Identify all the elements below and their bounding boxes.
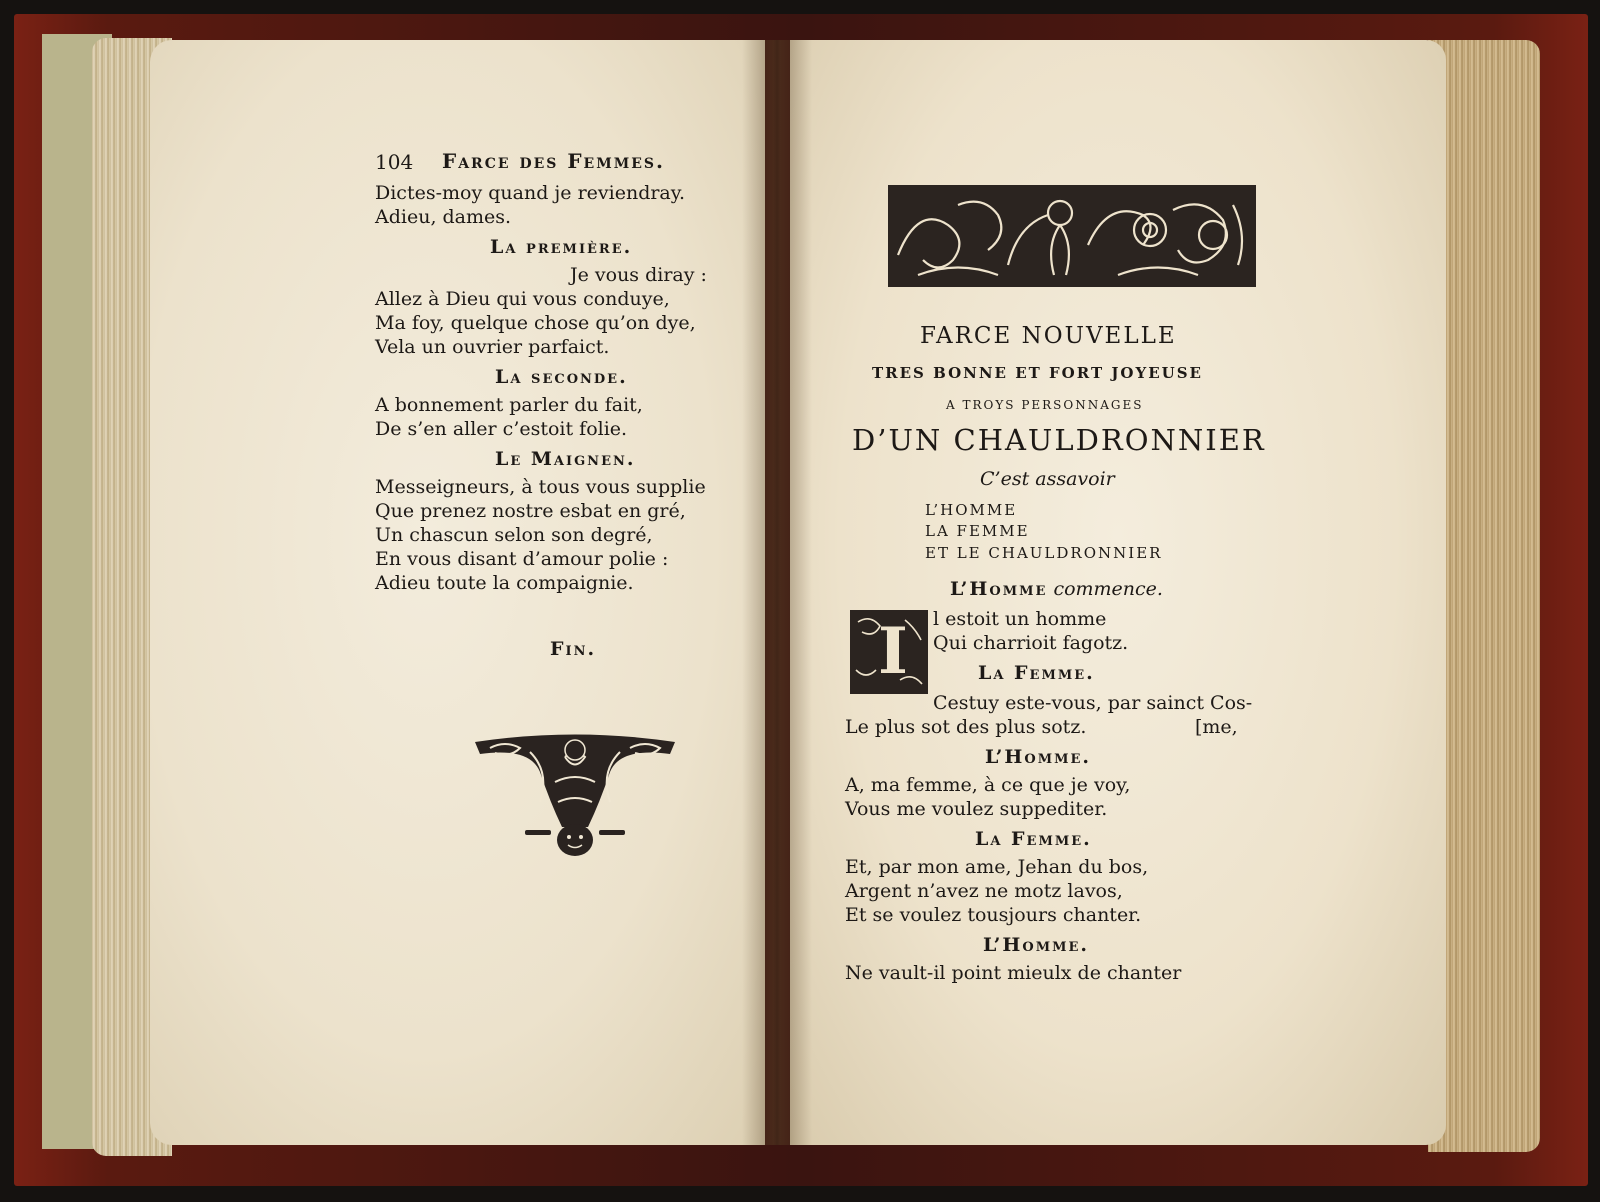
verse-line: Qui charrioit fagotz.	[933, 632, 1129, 654]
stage-direction-text: commence.	[1053, 578, 1163, 600]
tailpiece-ornament-icon	[470, 732, 680, 867]
verse-line: Le plus sot des plus sotz.	[845, 716, 1087, 738]
verse-line: Vous me voulez suppediter.	[845, 798, 1108, 820]
speaker-name: L’Homme.	[985, 746, 1091, 768]
character-list-item: L’HOMME	[925, 501, 1018, 519]
right-page	[790, 40, 1446, 1145]
speaker-name: La Femme.	[975, 828, 1092, 850]
verse-line: A, ma femme, à ce que je voy,	[845, 774, 1131, 796]
speaker-name: La seconde.	[495, 366, 628, 388]
verse-line: Allez à Dieu qui vous conduye,	[375, 288, 670, 310]
drop-cap-box	[850, 610, 928, 694]
verse-line: l estoit un homme	[933, 608, 1107, 630]
verse-line: Que prenez nostre esbat en gré,	[375, 500, 686, 522]
verse-line: Et se voulez tousjours chanter.	[845, 904, 1142, 926]
title-subtitle: TRES BONNE ET FORT JOYEUSE	[872, 364, 1203, 382]
verse-line: Je vous diray :	[570, 264, 707, 286]
verse-line: Ma foy, quelque chose qu’on dye,	[375, 312, 696, 334]
verse-line: [me,	[1195, 716, 1238, 738]
title-farce-nouvelle: FARCE NOUVELLE	[920, 323, 1177, 349]
running-title: Farce des Femmes.	[442, 149, 665, 173]
speaker-name: L’Homme.	[983, 934, 1089, 956]
headpiece-ornament-icon	[888, 185, 1256, 287]
fin-label: Fin.	[550, 638, 597, 660]
verse-line: Adieu toute la compaignie.	[375, 572, 634, 594]
cest-assavoir: C’est assavoir	[980, 468, 1115, 490]
stage-speaker: L’Homme	[950, 578, 1048, 600]
stage-direction	[950, 578, 1163, 600]
verse-line: Messeigneurs, à tous vous supplie	[375, 476, 706, 498]
verse-line: A bonnement parler du fait,	[375, 394, 643, 416]
speaker-name: La Femme.	[978, 662, 1095, 684]
page-number: 104	[375, 150, 414, 174]
title-chauldronnier: D’UN CHAULDRONNIER	[852, 423, 1266, 457]
speaker-name: Le Maignen.	[495, 448, 636, 470]
book-gutter	[742, 40, 812, 1145]
verse-line: Argent n’avez ne motz lavos,	[845, 880, 1123, 902]
character-list-item: LA FEMME	[925, 522, 1030, 540]
verse-line: Ne vault-il point mieulx de chanter	[845, 962, 1182, 984]
verse-line: Un chascun selon son degré,	[375, 524, 653, 546]
title-personnages: A TROYS PERSONNAGES	[946, 398, 1144, 412]
left-page	[150, 40, 765, 1145]
drop-cap-letter: I	[878, 614, 908, 689]
verse-line: En vous disant d’amour polie :	[375, 548, 669, 570]
verse-line: Vela un ouvrier parfaict.	[375, 336, 610, 358]
verse-line: Et, par mon ame, Jehan du bos,	[845, 856, 1149, 878]
character-list-item: ET LE CHAULDRONNIER	[925, 544, 1163, 562]
speaker-name: La première.	[490, 236, 633, 258]
verse-line: Dictes-moy quand je reviendray.	[375, 182, 686, 204]
verse-line: Cestuy este-vous, par sainct Cos-	[933, 692, 1253, 714]
verse-line: De s’en aller c’estoit folie.	[375, 418, 628, 440]
verse-line: Adieu, dames.	[375, 206, 512, 228]
